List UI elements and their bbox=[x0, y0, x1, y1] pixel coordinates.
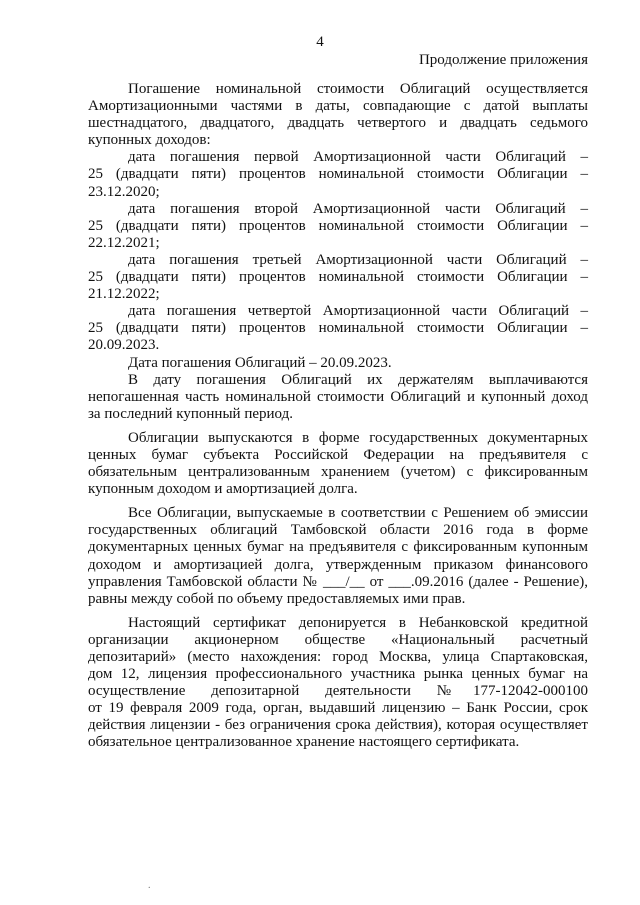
text-line: действия лицензии - без ограничения срока действия), которая осуществляет bbox=[88, 717, 588, 734]
text-line: купонных доходов: bbox=[88, 132, 211, 149]
text-line: дата погашения второй Амортизационной части Облигаций – bbox=[128, 200, 588, 217]
text-line: осуществление депозитарной деятельности №177-12042-000100 bbox=[88, 683, 588, 700]
text-line: 25 (двадцати пяти) процентов номинальной стоимости Облигации – bbox=[88, 166, 588, 183]
text-line: Настоящий сертификат депонируется в Небанковской кредитной bbox=[128, 614, 588, 631]
page-number: 4 bbox=[316, 34, 324, 50]
text-line: управления Тамбовской области № ___/__ от ___.09.2016 (далее - Решение), bbox=[88, 573, 588, 590]
text-line: шестнадцатого, двадцатого, двадцать четвертого и двадцать седьмого bbox=[88, 115, 588, 132]
text-line: дата погашения первой Амортизационной части Облигаций – bbox=[128, 149, 588, 166]
text-line: Амортизационными частями в даты, совпадающие с датой выплаты bbox=[88, 98, 588, 115]
text-line: В дату погашения Облигаций их держателям выплачиваются bbox=[128, 371, 588, 388]
text-line: организации акционерном обществе «Национальный расчетный bbox=[88, 631, 588, 648]
text-line: Погашение номинальной стоимости Облигаций осуществляется bbox=[128, 81, 588, 97]
text-line: купонным доходом и амортизацией долга. bbox=[88, 481, 358, 498]
text-line: непогашенная часть номинальной стоимости Облигаций и купонный доход bbox=[88, 388, 588, 405]
text-line: равны между собой по объему предоставляемых ими прав. bbox=[88, 590, 466, 607]
text-line: 22.12.2021; bbox=[88, 234, 160, 251]
text-line: ценных бумаг субъекта Российской Федерации на предъявителя с bbox=[88, 446, 588, 463]
document-body bbox=[88, 81, 588, 752]
text-line: 21.12.2022; bbox=[88, 286, 160, 303]
text-line: 25 (двадцати пяти) процентов номинальной стоимости Облигации – bbox=[88, 320, 588, 337]
text-line: Дата погашения Облигаций – 20.09.2023. bbox=[128, 354, 392, 371]
text-line: дом 12, лицензия профессионального участника рынка ценных бумаг на bbox=[88, 666, 588, 683]
text-line: дата погашения третьей Амортизационной части Облигаций – bbox=[128, 251, 588, 268]
text-line: за последний купонный период. bbox=[88, 405, 293, 422]
text-line: доходом и амортизацией долга, утвержденным приказом финансового bbox=[88, 556, 588, 573]
text-line: дата погашения четвертой Амортизационной части Облигаций – bbox=[128, 303, 588, 320]
text-line: обязательным централизованным хранением (учетом) с фиксированным bbox=[88, 464, 588, 481]
text-line: документарных ценных бумаг на предъявителя с фиксированным купонным bbox=[88, 539, 588, 556]
text-line: Все Облигации, выпускаемые в соответствии с Решением об эмиссии bbox=[128, 505, 588, 522]
text-line: государственных облигаций Тамбовской области 2016 года в форме bbox=[88, 522, 588, 539]
appendix-note: Продолжение приложения bbox=[418, 52, 588, 68]
text-line: Облигации выпускаются в форме государственных документарных bbox=[128, 429, 588, 446]
text-line: 25 (двадцати пяти) процентов номинальной стоимости Облигации – bbox=[88, 269, 588, 286]
text-line: от 19 февраля 2009 года, орган, выдавший лицензию – Банк России, срок bbox=[88, 700, 588, 717]
text-line: 20.09.2023. bbox=[88, 337, 160, 354]
scan-speck: . bbox=[148, 880, 151, 891]
text-line: 23.12.2020; bbox=[88, 183, 160, 200]
text-line: обязательное централизованное хранение настоящего сертификата. bbox=[88, 734, 520, 751]
text-line: 25 (двадцати пяти) процентов номинальной стоимости Облигации – bbox=[88, 217, 588, 234]
text-line: депозитарий» (место нахождения: город Москва, улица Спартаковская, bbox=[88, 649, 588, 665]
